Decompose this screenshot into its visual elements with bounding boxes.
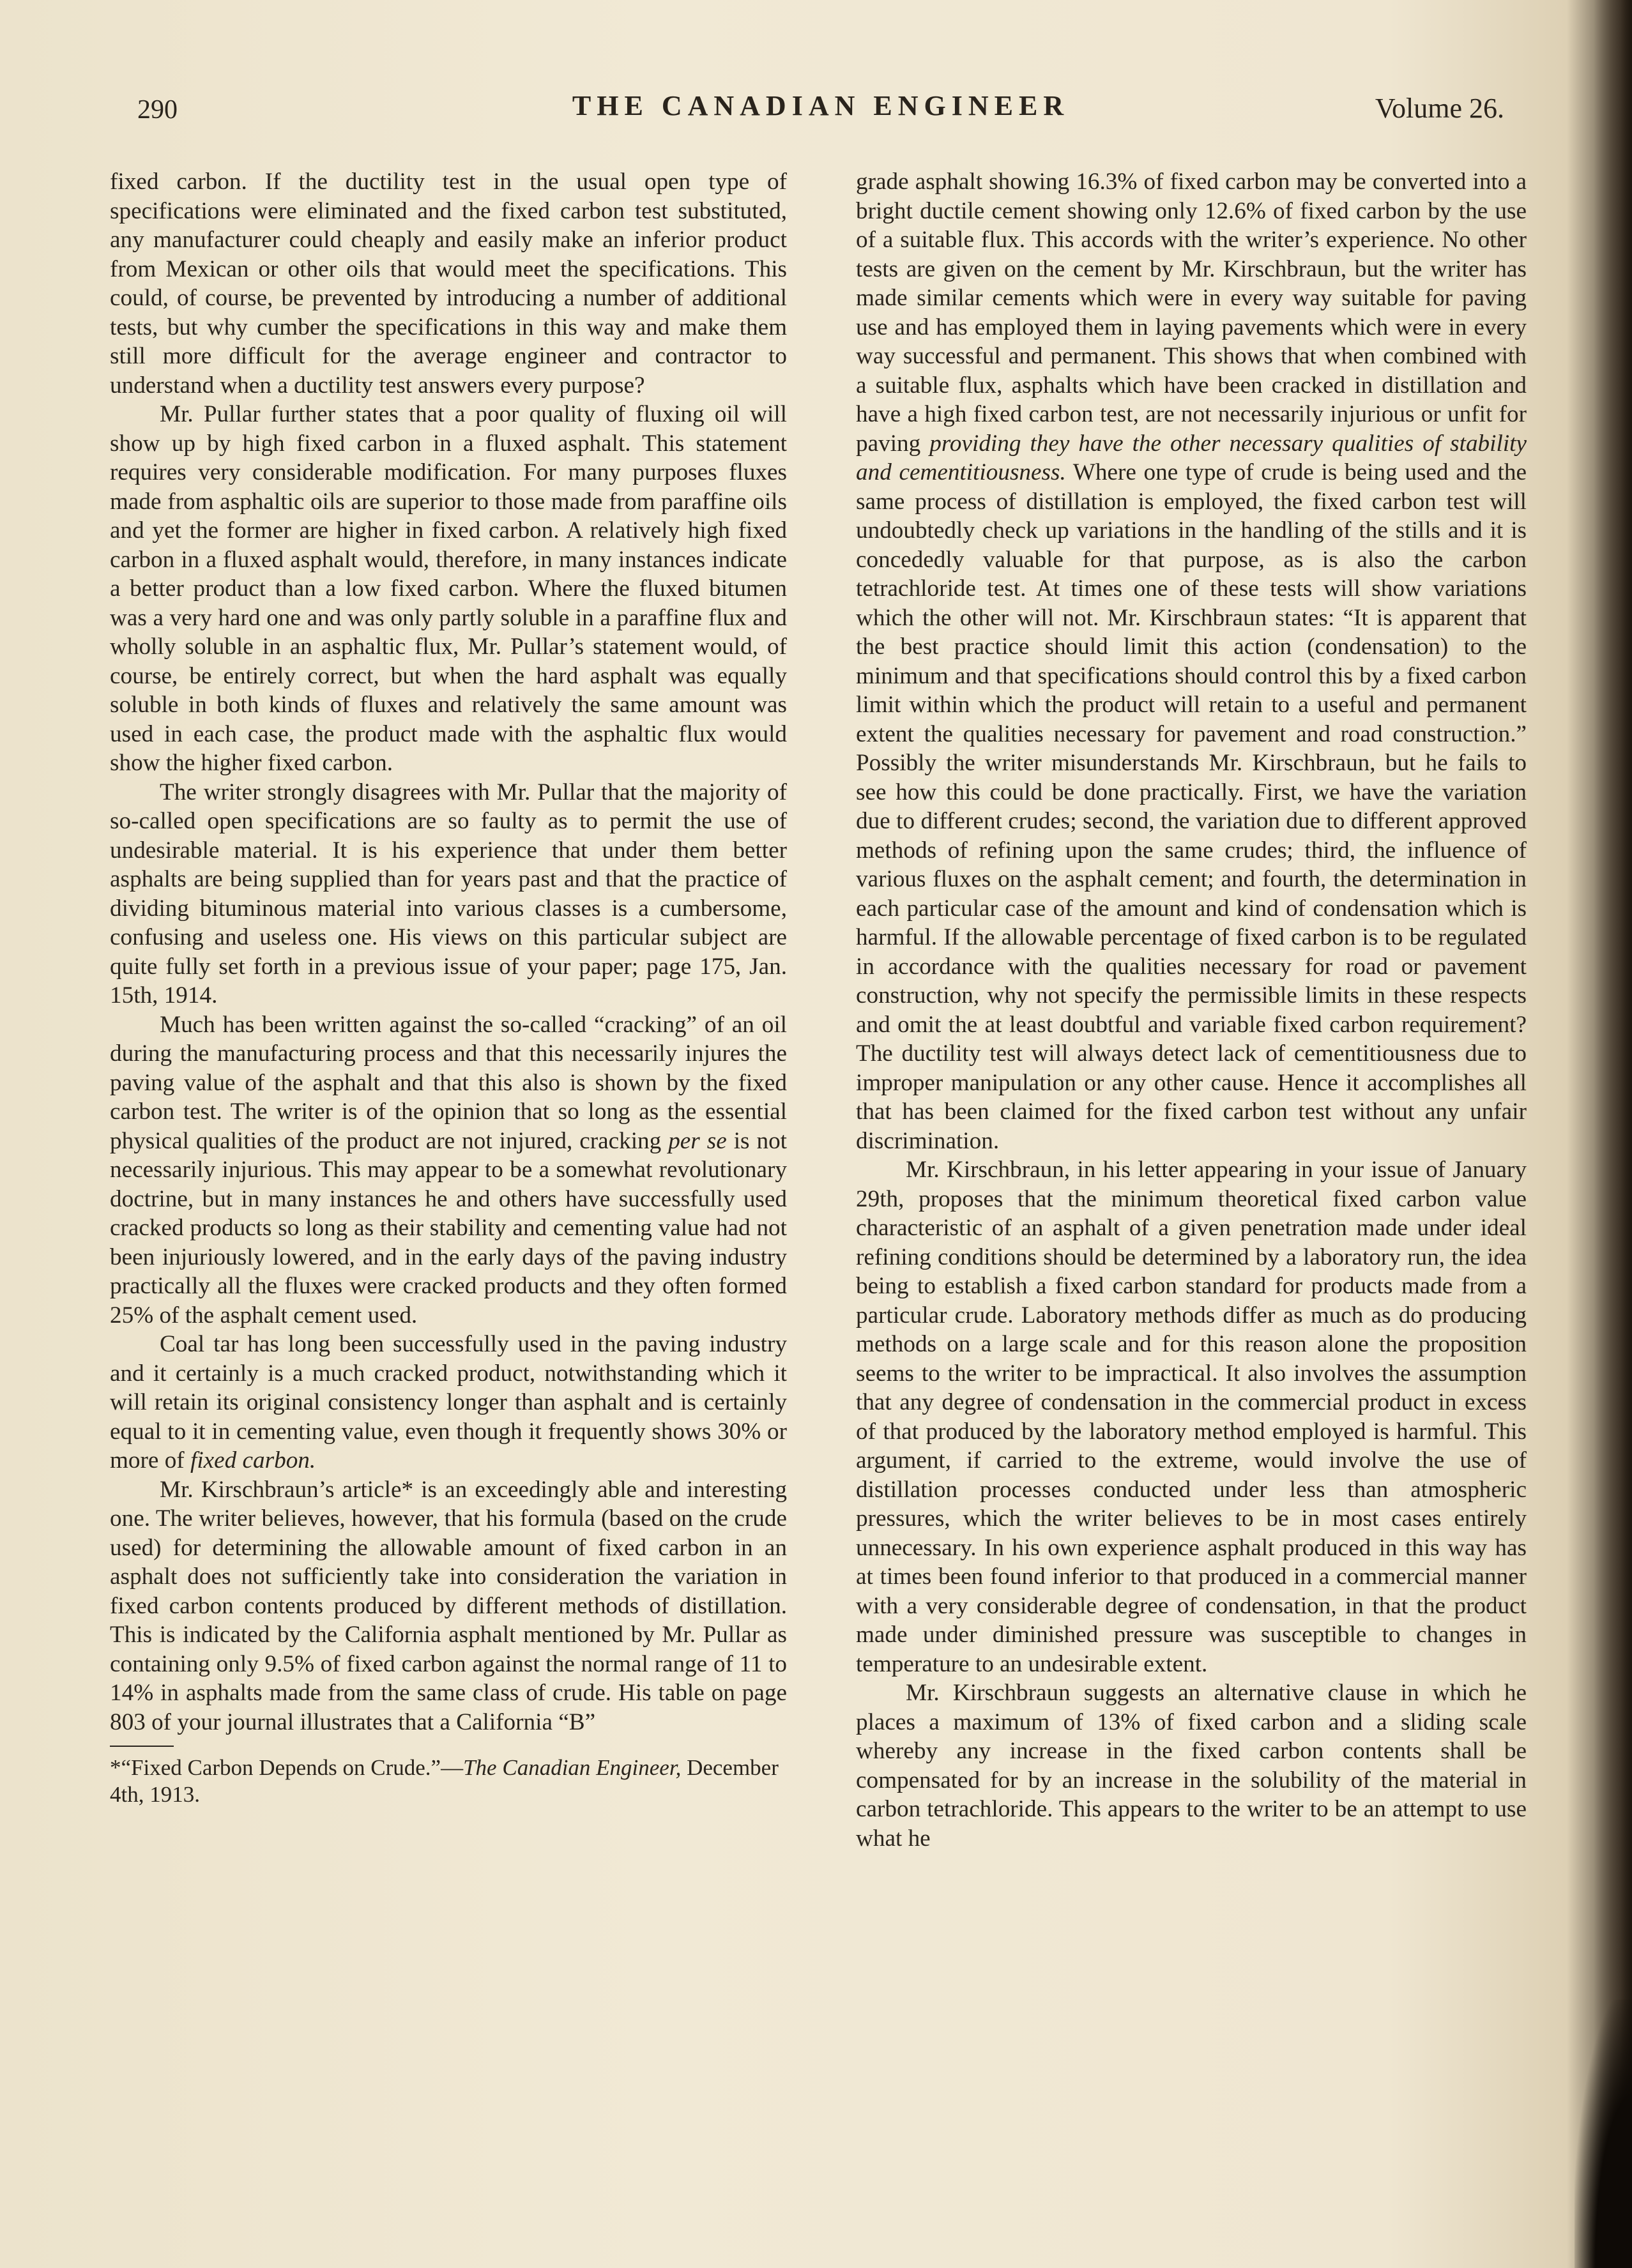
italic-text: The Canadian Engineer, bbox=[463, 1755, 682, 1780]
text-run: *“Fixed Carbon Depends on Crude.”— bbox=[110, 1755, 464, 1780]
text-run: is not necessarily injurious. This may appear to be a somewhat revolutionary doctrine, but in many instances he and others have successfully used cracked products so long as their stability and cementing value had not been injuriously lowered, and in the early days of the paving industry practically all the fluxes were cracked products and they often formed 25% of the asphalt cement used. bbox=[110, 1127, 787, 1328]
footnote bbox=[110, 1754, 787, 1808]
page-number: 290 bbox=[137, 95, 178, 125]
right-column bbox=[856, 167, 1527, 1853]
left-column bbox=[110, 167, 787, 1808]
paragraph: Mr. Kirschbraun, in his letter appearing in your issue of January 29th, proposes that the minimum theoretical fixed carbon value characteristic of an asphalt of a given penetration made under ideal refining conditions should be determined by a laboratory run, the idea being to establish a fixed carbon standard for products made from a particular crude. Laboratory methods differ as much as do producing methods on a large scale and for this reason alone the proposition seems to the writer to be impractical. It also involves the assumption that any degree of condensation in the commercial product in excess of that produced by the laboratory method employed is harmful. This argument, if carried to the extreme, would involve the use of distillation processes conducted under less than atmospheric pressures, which the writer believes to be in most cases entirely unnecessary. In his own experience asphalt produced in this way has at times been found inferior to that produced in a commercial manner with a very considerable degree of condensation, in that the product made under diminished pressure was susceptible to changes in temperature to an undesirable extent. bbox=[856, 1157, 1527, 1677]
page-corner-curl bbox=[1575, 2000, 1632, 2268]
text-run: December 4th, 1913. bbox=[110, 1755, 779, 1807]
text-run: Coal tar has long been successfully used in the paving industry and it certainly is a much cracked product, notwithstanding which it will retain its original consistency longer than asphalt and is certainly equal to it in cementing value, even though it frequently shows 30% or more of bbox=[110, 1331, 787, 1473]
text-run: grade asphalt showing 16.3% of fixed carbon may be converted into a bright ductile cement showing only 12.6% of fixed carbon by the use of a suitable flux. This accords with the writer’s experience. No other tests are given on the cement by Mr. Kirschbraun, but the writer has made similar cements which were in every way suitable for paving use and has employed them in laying pavements which were in every way successful and permanent. This shows that when combined with a suitable flux, asphalts which have been cracked in distillation and have a high fixed carbon test, are not necessarily injurious or unfit for paving bbox=[856, 169, 1527, 457]
italic-text: providing they have the other necessary qualities of stability and cementitiousness. bbox=[856, 430, 1527, 485]
paragraph: Mr. Pullar further states that a poor quality of fluxing oil will show up by high fixed carbon in a fluxed asphalt. This statement requires very considerable modification. For many purposes fluxes made from asphaltic oils are superior to those made from paraffine oils and yet the former are higher in fixed carbon. A relatively high fixed carbon in a fluxed asphalt would, therefore, in many instances indicate a better product than a low fixed carbon. Where the fluxed bitumen was a very hard one and was only partly soluble in a paraffine flux and wholly soluble in an asphaltic flux, Mr. Pullar’s statement would, of course, be entirely correct, but when the hard asphalt was equally soluble in both kinds of fluxes and relatively the same amount was used in each case, the product made with the asphaltic flux would show the higher fixed carbon. bbox=[110, 401, 787, 776]
footnote-rule bbox=[110, 1746, 174, 1747]
paragraph bbox=[856, 167, 1527, 1155]
italic-text: fixed carbon. bbox=[190, 1447, 316, 1473]
paragraph: Mr. Kirschbraun suggests an alternative clause in which he places a maximum of 13% of fixed carbon and a sliding scale whereby any increase in the fixed carbon contents shall be compensated for by an increase in the solubility of the material in carbon tetrachloride. This appears to the writer to be an attempt to use what he bbox=[856, 1680, 1527, 1852]
volume-label: Volume 26. bbox=[1375, 93, 1504, 124]
paragraph: Mr. Kirschbraun’s article* is an exceedingly able and interesting one. The writer believes, however, that his formula (based on the crude used) for determining the allowable amount of fixed carbon in an asphalt does not sufficiently take into consideration the variation in fixed carbon contents produced by different methods of distillation. This is indicated by the California asphalt mentioned by Mr. Pullar as containing only 9.5% of fixed carbon against the normal range of 11 to 14% in asphalts made from the same class of crude. His table on page 803 of your journal illustrates that a California “B” bbox=[110, 1476, 787, 1735]
paragraph bbox=[110, 1010, 787, 1330]
paragraph bbox=[110, 1330, 787, 1475]
journal-title: THE CANADIAN ENGINEER bbox=[572, 90, 1070, 121]
text-run: Much has been written against the so-called “cracking” of an oil during the manufacturing process and that this necessarily injures the paving value of the asphalt and that this also is shown by the fixed carbon test. The writer is of the opinion that so long as the essential physical qualities of the product are not injured, cracking bbox=[110, 1011, 787, 1154]
running-head bbox=[137, 89, 1504, 128]
italic-text: per se bbox=[668, 1127, 727, 1154]
paragraph: The writer strongly disagrees with Mr. Pullar that the majority of so-called open specifications are so faulty as to permit the use of undesirable material. It is his experience that under them better asphalts are being supplied than for years past and that the practice of dividing bituminous material into various classes is a cumbersome, confusing and useless one. His views on this particular subject are quite fully set forth in a previous issue of your paper; page 175, Jan. 15th, 1914. bbox=[110, 779, 787, 1008]
text-run: Where one type of crude is being used and the same process of distillation is employed, the fixed carbon test will undoubtedly check up variations in the handling of the stills and it is concededly valuable for that purpose, as is also the carbon tetrachloride test. At times one of these tests will show variations which the other will not. Mr. Kirschbraun states: “It is apparent that the best practice should limit this action (condensation) to the minimum and that specifications should control this by a fixed carbon limit within which the product will retain to a useful and permanent extent the qualities necessary for pavement and road construction.” Possibly the writer misunderstands Mr. Kirschbraun, but he fails to see how this could be done practically. First, we have the variation due to different crudes; second, the variation due to different approved methods of refining upon the same crudes; third, the influence of various fluxes on the asphalt cement; and fourth, the determination in each particular case of the amount and kind of condensation which is harmful. If the allowable percentage of fixed carbon is to be regulated in accordance with the qualities necessary for road or pavement construction, why not specify the permissible limits in these respects and omit the at least doubtful and variable fixed carbon requirement? The ductility test will always detect lack of cementitiousness due to improper manipulation or any other cause. Hence it accomplishes all that has been claimed for the fixed carbon test without any unfair discrimination. bbox=[856, 459, 1527, 1154]
paragraph: fixed carbon. If the ductility test in the usual open type of specifications were eliminated and the fixed carbon test substituted, any manufacturer could cheaply and easily make an inferior product from Mexican or other oils that would meet the specifications. This could, of course, be prevented by introducing a number of additional tests, but why cumber the specifications in this way and make them still more difficult for the average engineer and contractor to understand when a ductility test answers every purpose? bbox=[110, 169, 787, 399]
binding-shadow bbox=[1594, 0, 1632, 2268]
